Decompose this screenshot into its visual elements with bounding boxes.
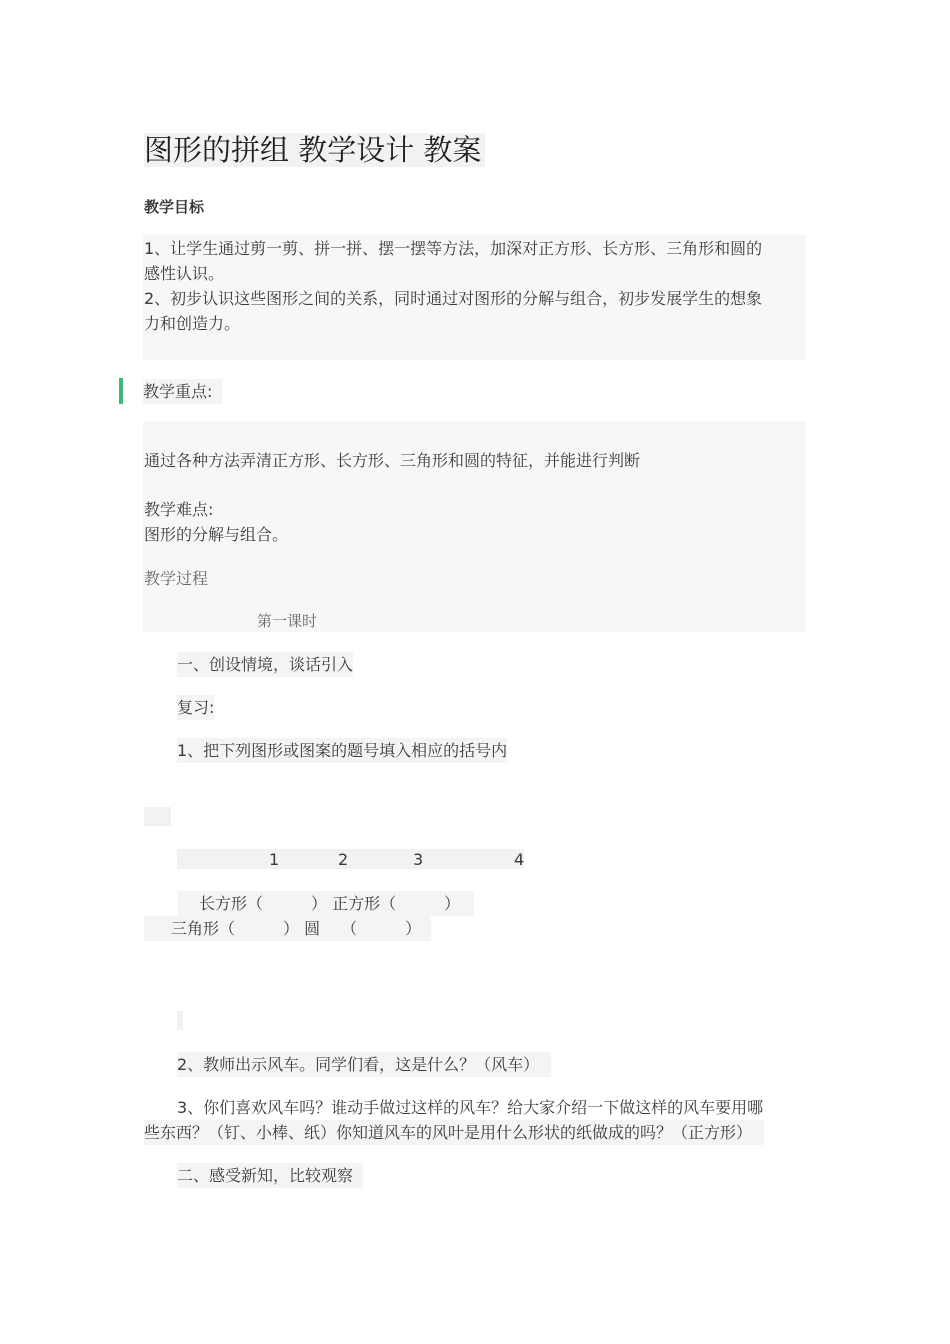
review-label: 复习: [177,695,214,720]
figure-number-1: 1 [269,850,280,869]
figure-numbers-row [177,849,524,869]
period-label: 第一课时 [257,612,318,630]
section-accent-bar [119,378,123,404]
difficulty-text: 图形的分解与组合。 [144,525,289,544]
figure-number-3: 3 [413,850,424,869]
objectives-heading: 教学目标 [144,198,205,216]
task2-text: 2、教师出示风车。同学们看，这是什么？（风车） [177,1052,551,1077]
image-placeholder [177,1011,183,1030]
figure-number-4: 4 [514,850,525,869]
fill-blank-line-2: 三角形（ ） 圆 （ ） [144,916,431,941]
task3-line-2: 些东西？（钉、小棒、纸）你知道风车的风叶是用什么形状的纸做成的吗？（正方形） [144,1120,764,1145]
keypoints-text: 通过各种方法弄清正方形、长方形、三角形和圆的特征，并能进行判断 [144,451,641,470]
difficulty-heading: 教学难点: [144,500,214,519]
objective-line-4: 力和创造力。 [144,314,241,333]
keypoints-heading: 教学重点: [143,379,222,404]
document-title: 图形的拼组 教学设计 教案 [144,133,485,167]
objective-line-1: 1、让学生通过剪一剪、拼一拼、摆一摆等方法，加深对正方形、长方形、三角形和圆的 [144,239,763,258]
task3-line-1: 3、你们喜欢风车吗？谁动手做过这样的风车？给大家介绍一下做这样的风车要用哪 [177,1098,764,1117]
objective-line-2: 感性认识。 [144,264,225,283]
fill-blank-line-1: 长方形（ ） 正方形（ ） [178,891,474,916]
section1-title: 一、创设情境，谈话引入 [177,652,353,677]
task1-text: 1、把下列图形或图案的题号填入相应的括号内 [177,738,507,763]
figure-placeholder [144,807,171,826]
figure-number-2: 2 [338,850,349,869]
section2-title: 二、感受新知，比较观察 [177,1163,363,1188]
process-heading: 教学过程 [144,569,209,588]
objective-line-3: 2、初步认识这些图形之间的关系，同时通过对图形的分解与组合，初步发展学生的想象 [144,289,763,308]
